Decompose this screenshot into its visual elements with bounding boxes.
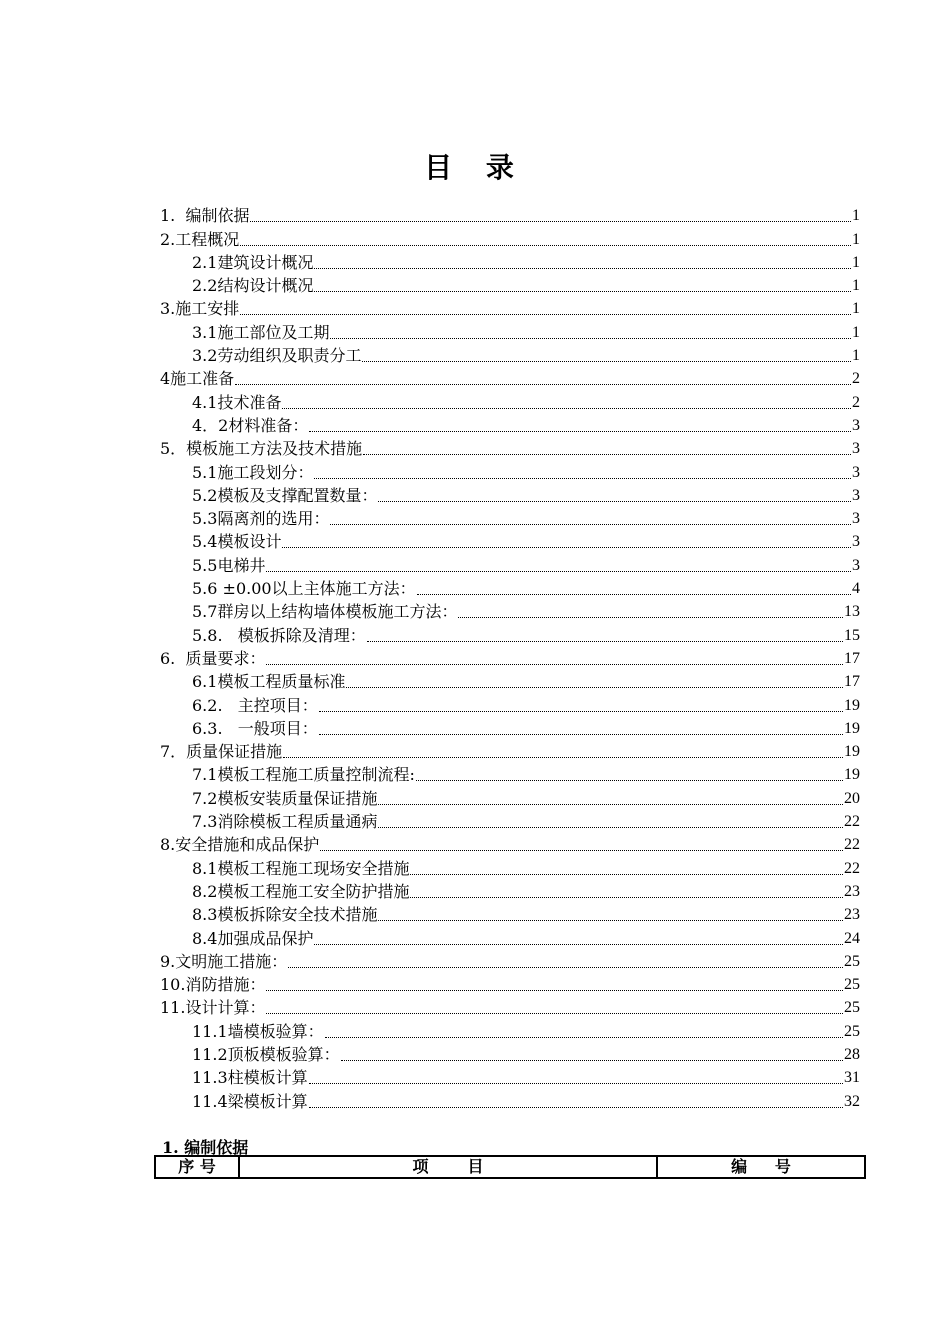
toc-dot-leader (266, 570, 851, 572)
toc-entry-page-number: 15 (844, 626, 860, 644)
toc-entry[interactable] (160, 669, 860, 692)
toc-entry-page-number: 2 (852, 370, 860, 388)
toc-entry-page-number: 25 (844, 952, 860, 970)
toc-entry-title: 4.1技术准备 (192, 392, 282, 412)
toc-entry-title: 7.2模板安装质量保证措施 (192, 788, 378, 808)
toc-dot-leader (330, 337, 851, 339)
toc-entry-title: 8.1模板工程施工现场安全措施 (192, 858, 410, 878)
toc-entry[interactable] (160, 552, 860, 575)
toc-entry-page-number: 1 (852, 323, 860, 341)
toc-entry-title: 6.2. 主控项目： (192, 695, 318, 715)
toc-entry-page-number: 3 (852, 416, 860, 434)
toc-entry-title: 3.2劳动组织及职责分工 (192, 346, 362, 366)
toc-entry-title: 5.2模板及支撑配置数量： (192, 485, 378, 505)
toc-dot-leader (378, 500, 851, 502)
toc-entry-page-number: 2 (852, 393, 860, 411)
toc-dot-leader (240, 244, 851, 246)
toc-entry[interactable] (160, 343, 860, 366)
toc-entry[interactable] (160, 250, 860, 273)
toc-dot-leader (314, 477, 851, 479)
toc-entry-title: 1. 编制依据 (160, 206, 250, 226)
toc-entry[interactable] (160, 762, 860, 785)
toc-entry-page-number: 1 (852, 347, 860, 365)
toc-dot-leader (330, 523, 851, 525)
toc-entry[interactable] (160, 483, 860, 506)
toc-entry[interactable] (160, 902, 860, 925)
toc-entry-page-number: 3 (852, 533, 860, 551)
toc-entry-title: 11.4梁模板计算 (192, 1091, 308, 1111)
toc-dot-leader (235, 383, 851, 385)
toc-dot-leader (458, 616, 843, 618)
toc-entry-page-number: 3 (852, 486, 860, 504)
toc-entry-title: 2.工程概况 (160, 229, 240, 249)
toc-dot-leader (266, 1012, 843, 1014)
toc-entry-title: 3.施工安排 (160, 299, 240, 319)
toc-dot-leader (240, 313, 851, 315)
toc-entry[interactable] (160, 413, 860, 436)
toc-entry-title: 6.1模板工程质量标准 (192, 672, 346, 692)
toc-entry[interactable] (160, 739, 860, 762)
section-heading: 1. 编制依据 (162, 1138, 249, 1157)
toc-entry[interactable] (160, 809, 860, 832)
toc-entry-title: 8.4加强成品保护 (192, 928, 314, 948)
toc-entry[interactable] (160, 506, 860, 529)
toc-entry[interactable] (160, 716, 860, 739)
toc-entry[interactable] (160, 879, 860, 902)
toc-entry-page-number: 1 (852, 300, 860, 318)
toc-entry-title: 2.1建筑设计概况 (192, 252, 314, 272)
toc-entry-title: 11.3柱模板计算 (192, 1068, 308, 1088)
toc-entry[interactable] (160, 995, 860, 1018)
toc-dot-leader (283, 756, 843, 758)
toc-dot-leader (282, 407, 851, 409)
toc-entry-page-number: 24 (844, 929, 860, 947)
document-table (154, 1155, 866, 1179)
toc-entry[interactable] (160, 692, 860, 715)
toc-entry[interactable] (160, 972, 860, 995)
toc-dot-leader (309, 1082, 843, 1084)
header-code: 编 号 (657, 1156, 865, 1178)
toc-entry-page-number: 1 (852, 207, 860, 225)
toc-entry-title: 9.文明施工措施： (160, 951, 288, 971)
toc-dot-leader (288, 966, 843, 968)
toc-entry-title: 5.3隔离剂的选用： (192, 509, 330, 529)
toc-entry-page-number: 25 (844, 999, 860, 1017)
toc-dot-leader (363, 453, 851, 455)
toc-entry-page-number: 20 (844, 789, 860, 807)
toc-entry-page-number: 3 (852, 510, 860, 528)
toc-dot-leader (341, 1059, 843, 1061)
toc-entry-title: 7．质量保证措施 (160, 742, 283, 762)
toc-entry-title: 5.1施工段划分： (192, 462, 314, 482)
toc-dot-leader (314, 290, 851, 292)
toc-entry-page-number: 23 (844, 882, 860, 900)
toc-entry[interactable] (160, 949, 860, 972)
toc-entry[interactable] (160, 436, 860, 459)
header-serial-number: 序 号 (155, 1156, 239, 1178)
toc-entry[interactable] (160, 1018, 860, 1041)
toc-entry-title: 8.2模板工程施工安全防护措施 (192, 881, 410, 901)
toc-entry[interactable] (160, 1088, 860, 1111)
toc-entry-title: 2.2结构设计概况 (192, 276, 314, 296)
toc-entry-title: 4施工准备 (160, 369, 235, 389)
toc-entry-page-number: 25 (844, 1022, 860, 1040)
toc-dot-leader (282, 546, 851, 548)
toc-dot-leader (309, 1106, 843, 1108)
toc-dot-leader (378, 803, 843, 805)
toc-dot-leader (410, 896, 843, 898)
page-title: 目 录 (424, 151, 526, 184)
toc-entry-page-number: 23 (844, 906, 860, 924)
toc-entry-page-number: 25 (844, 976, 860, 994)
toc-dot-leader (266, 663, 843, 665)
toc-dot-leader (309, 430, 851, 432)
toc-entry-page-number: 22 (844, 836, 860, 854)
toc-entry-page-number: 19 (844, 743, 860, 761)
toc-entry[interactable] (160, 273, 860, 296)
toc-entry[interactable] (160, 459, 860, 482)
toc-entry-title: 5.4模板设计 (192, 532, 282, 552)
toc-entry[interactable] (160, 646, 860, 669)
toc-entry-page-number: 4 (852, 580, 860, 598)
toc-entry[interactable] (160, 785, 860, 808)
toc-entry-page-number: 17 (844, 649, 860, 667)
toc-entry-page-number: 3 (852, 556, 860, 574)
toc-entry-title: 5.5电梯井 (192, 555, 266, 575)
toc-entry[interactable] (160, 319, 860, 342)
toc-entry-title: 8.3模板拆除安全技术措施 (192, 905, 378, 925)
toc-dot-leader (346, 686, 843, 688)
toc-entry[interactable] (160, 599, 860, 622)
toc-entry-page-number: 19 (844, 766, 860, 784)
toc-entry-page-number: 3 (852, 463, 860, 481)
toc-entry[interactable] (160, 1065, 860, 1088)
toc-entry-page-number: 1 (852, 230, 860, 248)
toc-entry[interactable] (160, 529, 860, 552)
toc-entry-title: 4．2材料准备： (192, 415, 309, 435)
toc-dot-leader (319, 733, 843, 735)
toc-entry-page-number: 13 (844, 603, 860, 621)
toc-dot-leader (266, 989, 843, 991)
toc-entry[interactable] (160, 925, 860, 948)
toc-entry-page-number: 3 (852, 440, 860, 458)
toc-entry-title: 6. 质量要求： (160, 648, 266, 668)
toc-entry-title: 6.3. 一般项目： (192, 718, 318, 738)
toc-entry-title: 7.3消除模板工程质量通病 (192, 812, 378, 832)
toc-entry[interactable] (160, 576, 860, 599)
toc-dot-leader (416, 779, 843, 781)
toc-entry-title: 11.2顶板模板验算： (192, 1044, 340, 1064)
toc-entry[interactable] (160, 296, 860, 319)
toc-entry[interactable] (160, 203, 860, 226)
toc-dot-leader (378, 919, 843, 921)
toc-entry-title: 3.1施工部位及工期 (192, 322, 330, 342)
toc-entry[interactable] (160, 855, 860, 878)
toc-dot-leader (250, 220, 851, 222)
toc-entry-title: 8.安全措施和成品保护 (160, 835, 320, 855)
toc-entry-title: 5.8. 模板拆除及清理： (192, 625, 366, 645)
toc-entry-page-number: 17 (844, 673, 860, 691)
toc-entry[interactable] (160, 1042, 860, 1065)
toc-entry-page-number: 1 (852, 277, 860, 295)
toc-entry-page-number: 19 (844, 696, 860, 714)
toc-entry-page-number: 22 (844, 859, 860, 877)
table-header-row (155, 1156, 865, 1178)
toc-dot-leader (362, 360, 851, 362)
toc-dot-leader (314, 267, 851, 269)
toc-dot-leader (320, 849, 843, 851)
toc-entry-page-number: 31 (844, 1069, 860, 1087)
toc-entry[interactable] (160, 622, 860, 645)
toc-entry-page-number: 1 (852, 253, 860, 271)
toc-entry-title: 11.1墙模板验算： (192, 1021, 324, 1041)
toc-entry-page-number: 19 (844, 719, 860, 737)
toc-dot-leader (367, 640, 843, 642)
table-of-contents (160, 203, 860, 1112)
toc-entry-title: 5．模板施工方法及技术措施 (160, 439, 363, 459)
toc-entry-title: 11.设计计算： (160, 998, 266, 1018)
toc-entry[interactable] (160, 832, 860, 855)
toc-dot-leader (319, 710, 843, 712)
toc-entry-title: 5.6 ±0.00以上主体施工方法： (192, 579, 416, 599)
toc-dot-leader (410, 873, 843, 875)
toc-entry-title: 7.1模板工程施工质量控制流程: (192, 765, 415, 785)
toc-dot-leader (378, 826, 843, 828)
toc-entry[interactable] (160, 226, 860, 249)
header-item: 项 目 (239, 1156, 657, 1178)
toc-entry-page-number: 32 (844, 1092, 860, 1110)
toc-dot-leader (417, 593, 851, 595)
toc-entry[interactable] (160, 366, 860, 389)
toc-entry-title: 5.7群房以上结构墙体模板施工方法： (192, 602, 458, 622)
toc-entry-page-number: 28 (844, 1045, 860, 1063)
toc-dot-leader (314, 943, 843, 945)
toc-dot-leader (325, 1036, 843, 1038)
toc-entry-page-number: 22 (844, 813, 860, 831)
toc-entry-title: 10.消防措施： (160, 975, 266, 995)
toc-entry[interactable] (160, 389, 860, 412)
